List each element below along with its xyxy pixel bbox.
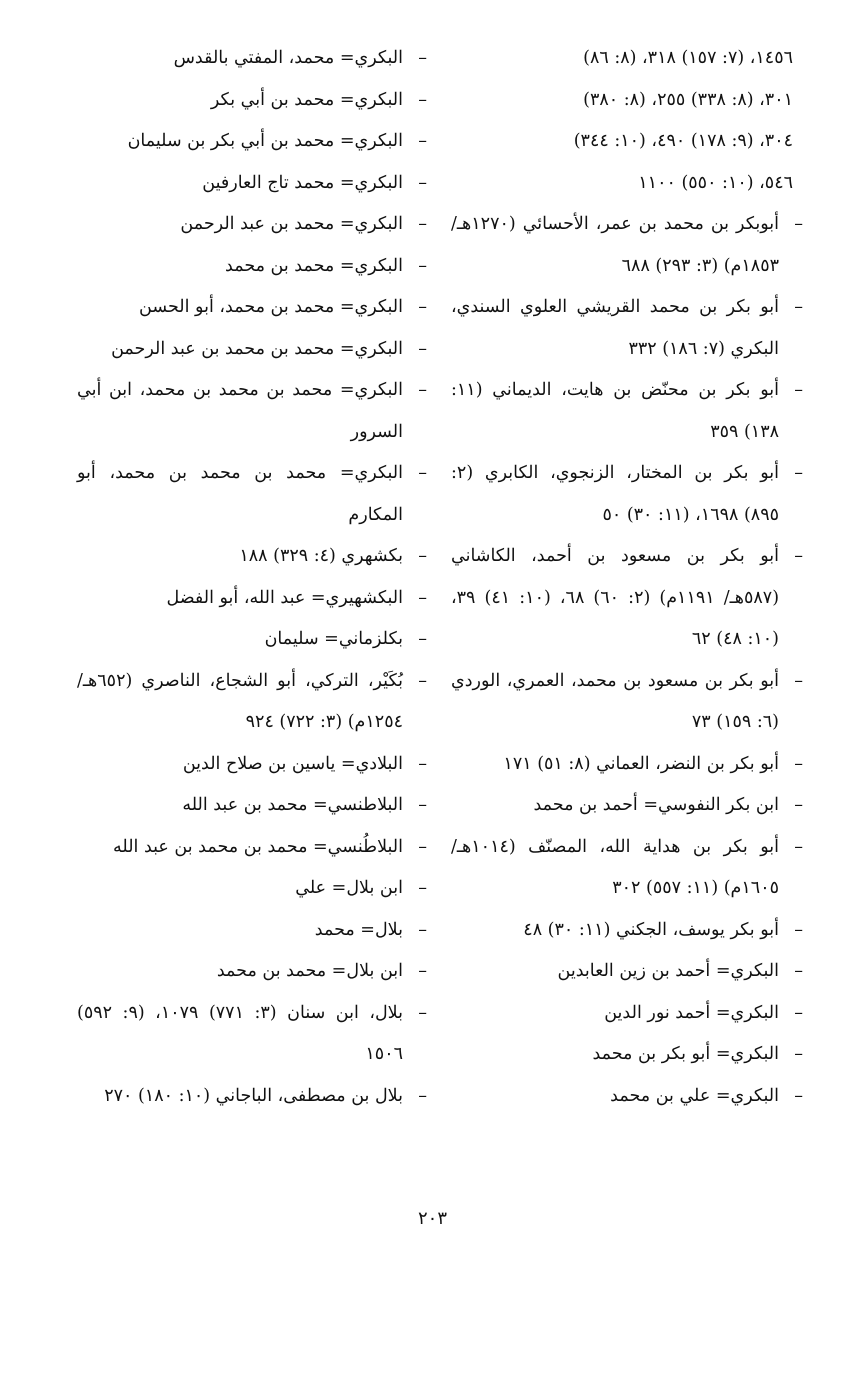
page-number: ٢٠٣ [417,1208,447,1229]
index-entry: – البكري= محمد، المفتي بالقدس [77,38,427,80]
index-entry: ١٤٥٦، (٧: ١٥٧) ٣١٨، (٨: ٨٦) [583,48,793,68]
index-entry: – البكري= محمد بن محمد، أبو الحسن [77,287,427,329]
index-entry: – ابن بلال= محمد بن محمد [77,951,427,993]
index-entry: – أبو بكر يوسف، الجكني (١١: ٣٠) ٤٨ [451,910,803,952]
index-entry: – ابن بكر النفوسي= أحمد بن محمد [451,785,803,827]
index-entry: – ابن بلال= علي [77,868,427,910]
index-entry: – البكري= محمد بن محمد [77,246,427,288]
index-entry: – أبوبكر بن محمد بن عمر، الأحسائي (١٢٧٠هـ/ ١٨٥٣م) (٣: ٢٩٣) ٦٨٨ [451,204,803,287]
index-entry: – أبو بكر بن مسعود بن أحمد، الكاشاني (٥٨٧هـ/ ١١٩١م) (٢: ٦٠) ٦٨، (١٠: ٤١) ٣٩، (١٠: ٤٨) ٦٢ [451,536,803,661]
index-entry: – أبو بكر بن محنّض بن هايت، الديماني (١١: ١٣٨) ٣٥٩ [451,370,803,453]
index-entry: – أبو بكر بن المختار، الزنجوي، الكابري (٢: ٨٩٥) ١٦٩٨، (١١: ٣٠) ٥٠ [451,453,803,536]
index-entry: – البكري= محمد بن أبي بكر بن سليمان [77,121,427,163]
index-entry: – البكري= محمد بن محمد بن محمد، ابن أبي السرور [77,370,427,453]
index-entry: – بلال= محمد [77,910,427,952]
index-entry: – أبو بكر بن هداية الله، المصنّف (١٠١٤هـ/ ١٦٠٥م) (١١: ٥٥٧) ٣٠٢ [451,827,803,910]
index-entry: – البكري= محمد بن أبي بكر [77,80,427,122]
index-entry: – بكلزماني= سليمان [77,619,427,661]
index-entry: ٥٤٦، (١٠: ٥٥٠) ١١٠٠ [638,172,793,193]
index-entry: – البكري= أحمد بن زين العابدين [451,951,803,993]
index-entry: – البلادي= ياسين بن صلاح الدين [77,744,427,786]
index-entry: – البكري= أبو بكر بن محمد [451,1034,803,1076]
index-entry: – أبو بكر بن النضر، العماني (٨: ٥١) ١٧١ [451,744,803,786]
index-entry: – أبو بكر بن مسعود بن محمد، العمري، الوردي (٦: ١٥٩) ٧٣ [451,661,803,744]
index-entry: – البكري= محمد بن محمد بن عبد الرحمن [77,329,427,371]
index-entry: – البكري= محمد بن عبد الرحمن [77,204,427,246]
index-entry: – البلاطنسي= محمد بن عبد الله [77,785,427,827]
index-entry: – البكشهيري= عبد الله، أبو الفضل [77,578,427,620]
index-entry: – بلال، ابن سنان (٣: ٧٧١) ١٠٧٩، (٩: ٥٩٢) ١٥٠٦ [77,993,427,1076]
left-index-column [77,38,427,1117]
right-index-column [451,38,803,1117]
index-entry: – بلال بن مصطفى، الباجاني (١٠: ١٨٠) ٢٧٠ [77,1076,427,1118]
index-entry: – البكري= أحمد نور الدين [451,993,803,1035]
index-entry: – بكشهري (٤: ٣٢٩) ١٨٨ [77,536,427,578]
index-entry: – أبو بكر بن محمد القريشي العلوي السندي، البكري (٧: ١٨٦) ٣٣٢ [451,287,803,370]
index-entry: – البكري= محمد تاج العارفين [77,163,427,205]
index-entry: – البكري= علي بن محمد [451,1076,803,1118]
index-entry: – البكري= محمد بن محمد بن محمد، أبو المكارم [77,453,427,536]
index-entry: ٣٠٤، (٩: ١٧٨) ٤٩٠، (١٠: ٣٤٤) [573,131,793,151]
index-entry: ٣٠١، (٨: ٣٣٨) ٢٥٥، (٨: ٣٨٠) [583,89,793,110]
index-entry: – بُكَيْر، التركي، أبو الشجاع، الناصري (٦٥٢هـ/ ١٢٥٤م) (٣: ٧٢٢) ٩٢٤ [77,661,427,744]
index-entry: – البلاطُنسي= محمد بن محمد بن عبد الله [77,827,427,869]
